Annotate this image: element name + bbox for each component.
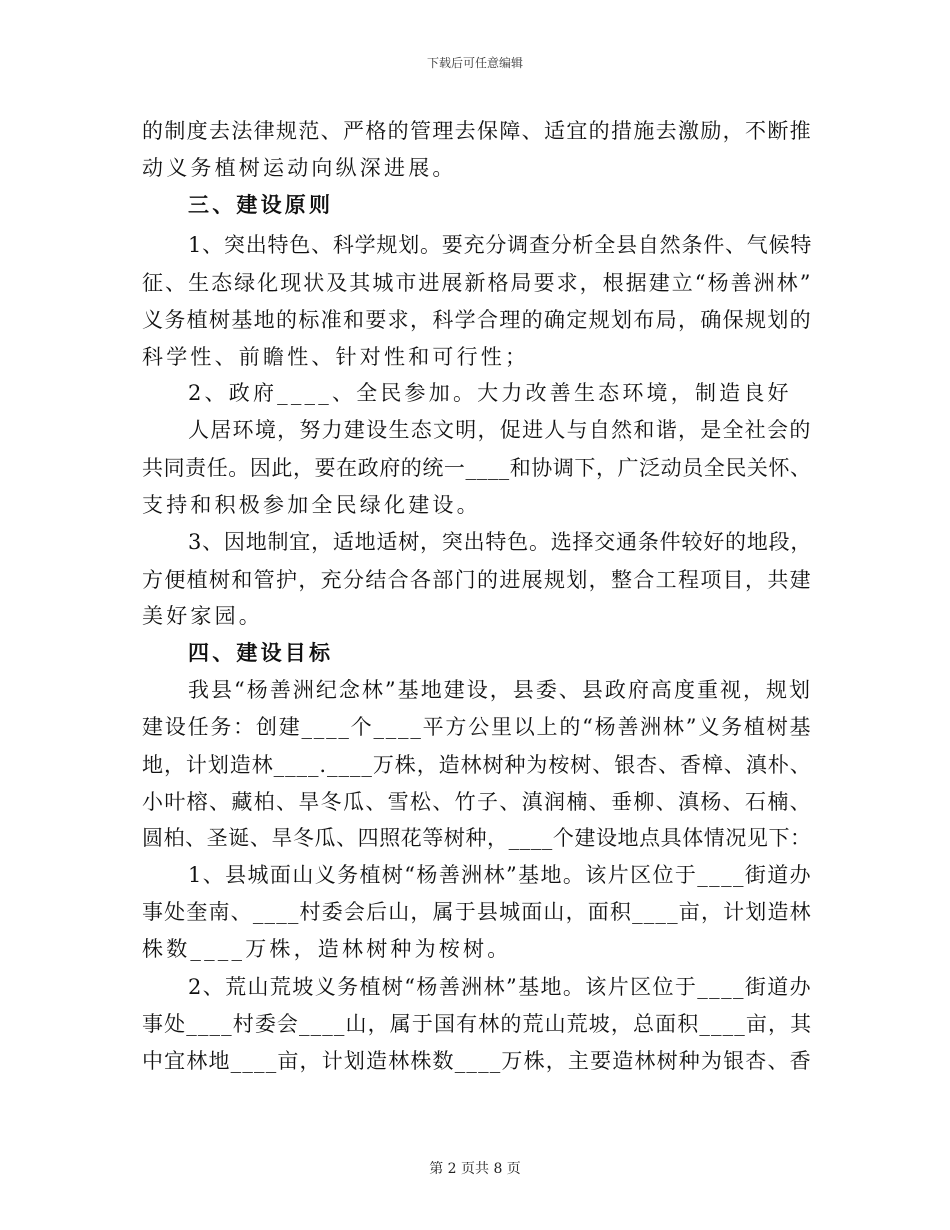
section-heading: 三、建设原则 <box>188 192 334 217</box>
body-line: 中宜林地____亩，计划造林株数____万株，主要造林树种为银杏、香 <box>142 1049 812 1073</box>
body-line: 株数____万株，造林树种为桉树。 <box>142 937 512 961</box>
body-line: 建设任务：创建____个____平方公里以上的“杨善洲林”义务植树基 <box>142 715 813 739</box>
page-header: 下载后可任意编辑 <box>426 56 523 70</box>
body-line: 3、因地制宜，适地适树，突出特色。选择交通条件较好的地段， <box>188 530 813 554</box>
body-line: 2、荒山荒坡义务植树“杨善洲林”基地。该片区位于____街道办 <box>188 975 813 999</box>
body-line: 人居环境，努力建设生态文明，促进人与自然和谐，是全社会的 <box>188 418 812 442</box>
body-line: 义务植树基地的标准和要求，科学合理的确定规划布局，确保规划的 <box>142 308 812 332</box>
body-line: 支持和积极参加全民绿化建设。 <box>142 493 481 517</box>
body-line: 事处____村委会____山，属于国有林的荒山荒坡，总面积____亩，其 <box>142 1012 813 1036</box>
body-line: 动义务植树运动向纵深进展。 <box>142 156 457 180</box>
body-line: 共同责任。因此，要在政府的统一____和协调下，广泛动员全民关怀、 <box>142 456 812 480</box>
body-line: 圆柏、圣诞、旱冬瓜、四照花等树种，____个建设地点具体情况见下： <box>142 826 812 850</box>
body-line: 1、县城面山义务植树“杨善洲林”基地。该片区位于____街道办 <box>188 863 813 887</box>
body-line: 事处奎南、____村委会后山，属于县城面山，面积____亩，计划造林 <box>142 900 812 924</box>
page-footer: 第 2 页共 8 页 <box>429 1161 521 1177</box>
body-line: 1、突出特色、科学规划。要充分调查分析全县自然条件、气候特 <box>188 233 813 257</box>
body-line: 科学性、前瞻性、针对性和可行性； <box>142 345 530 369</box>
body-line: 征、生态绿化现状及其城市进展新格局要求，根据建立“杨善洲林” <box>142 271 813 295</box>
body-line: 小叶榕、藏柏、旱冬瓜、雪松、竹子、滇润楠、垂柳、滇杨、石楠、 <box>142 790 812 814</box>
body-line: 2、政府____、全民参加。大力改善生态环境，制造良好 <box>188 381 792 405</box>
body-line: 的制度去法律规范、严格的管理去保障、适宜的措施去激励，不断推 <box>142 119 812 143</box>
body-line: 美好家园。 <box>142 604 263 628</box>
body-line: 地，计划造林____.____万株，造林树种为桉树、银杏、香樟、滇朴、 <box>142 753 812 777</box>
body-line: 方便植树和管护，充分结合各部门的进展规划，整合工程项目，共建 <box>142 568 812 592</box>
section-heading: 四、建设目标 <box>188 640 334 665</box>
body-line: 我县“杨善洲纪念林”基地建设，县委、县政府高度重视，规划 <box>188 678 813 702</box>
